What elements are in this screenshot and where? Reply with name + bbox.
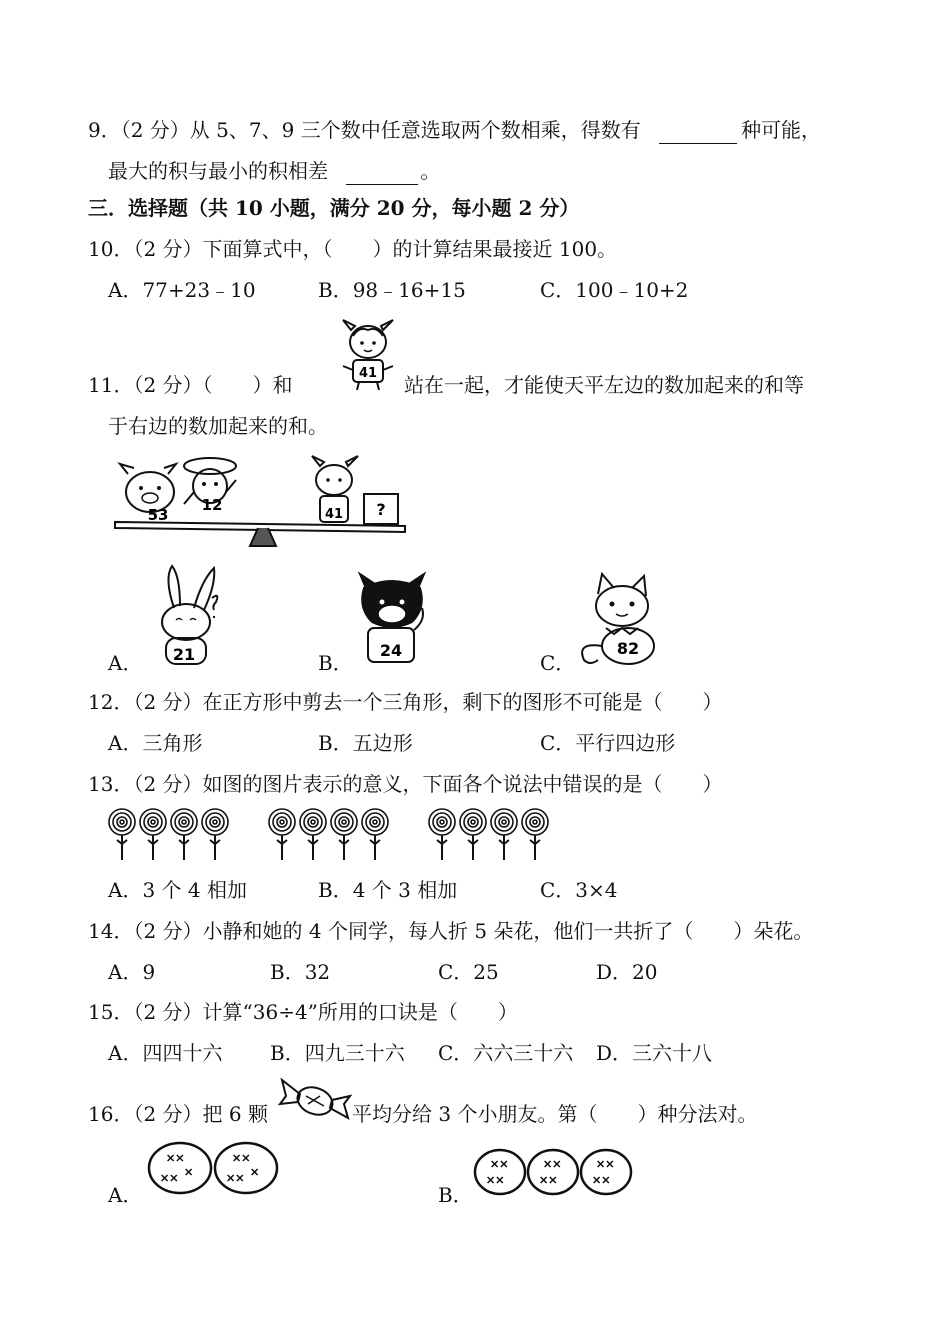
q10-option-c[interactable]: C．100﹣10+2	[540, 278, 689, 302]
q10-option-a[interactable]: A．77+23﹣10	[108, 278, 256, 302]
q9-text-d: 。	[420, 159, 441, 183]
q13-option-b[interactable]: B．4 个 3 相加	[318, 878, 458, 902]
svg-text:✕✕: ✕✕	[160, 1172, 179, 1185]
group-a-candies	[160, 1152, 259, 1185]
q11-option-c[interactable]: C．	[540, 651, 576, 675]
q16-stem-b: 平均分给 3 个小朋友。第（ ）种分法对。	[352, 1102, 758, 1126]
lollipop-icon	[171, 809, 197, 860]
q14-stem: 14．（2 分）小静和她的 4 个同学，每人折 5 朵花，他们一共折了（ ）朵花。	[88, 919, 814, 943]
svg-text:✕✕: ✕✕	[486, 1174, 505, 1187]
q11-stem-a: 11．（2 分）（ ）和	[88, 373, 293, 397]
goat-header-number: 41	[358, 366, 378, 381]
q9-text-b: 种可能，	[741, 118, 822, 142]
option-b-number: 24	[379, 641, 403, 660]
svg-text:✕✕: ✕✕	[232, 1152, 251, 1165]
lollipop-icon	[429, 809, 455, 860]
q15-option-b[interactable]: B．四九三十六	[270, 1041, 405, 1065]
group-b-candies	[486, 1158, 614, 1187]
q9-text-c: 最大的积与最小的积相差	[108, 159, 328, 183]
q16-option-b[interactable]: B．	[438, 1183, 473, 1207]
q9-blank-2[interactable]	[346, 158, 418, 185]
q14-option-d[interactable]: D．20	[596, 960, 658, 984]
lollipop-icon	[491, 809, 517, 860]
q12-option-a[interactable]: A．三角形	[108, 731, 203, 755]
chick-icon	[184, 458, 236, 514]
goat-on-scale-icon	[312, 456, 358, 522]
pig-icon	[120, 464, 176, 524]
q16-stem-a: 16．（2 分）把 6 颗	[88, 1102, 268, 1126]
q12-option-c[interactable]: C．平行四边形	[540, 731, 676, 755]
option-c-number: 82	[616, 639, 640, 658]
svg-text:✕: ✕	[250, 1166, 260, 1179]
q13-option-c[interactable]: C．3×4	[540, 878, 618, 902]
q15-option-a[interactable]: A．四四十六	[108, 1041, 223, 1065]
candy-split-b-picture[interactable]	[472, 1146, 634, 1198]
lollipop-icon	[331, 809, 357, 860]
q11-option-b[interactable]: B．	[318, 651, 353, 675]
scale-number-goat: 41	[324, 507, 344, 522]
scale-number-pig: 53	[147, 506, 169, 524]
q12-stem: 12．（2 分）在正方形中剪去一个三角形，剩下的图形不可能是（ ）	[88, 690, 723, 714]
goat-41-icon	[333, 316, 403, 392]
q9-line1	[88, 117, 821, 144]
svg-text:✕✕: ✕✕	[543, 1158, 562, 1171]
svg-text:✕✕: ✕✕	[592, 1174, 611, 1187]
q11-stem-b: 站在一起，才能使天平左边的数加起来的和等	[404, 373, 804, 397]
rabbit-21-icon[interactable]	[146, 564, 226, 668]
q13-stem: 13．（2 分）如图的图片表示的意义，下面各个说法中错误的是（ ）	[88, 772, 723, 796]
q14-option-a[interactable]: A．9	[108, 960, 156, 984]
q12-option-b[interactable]: B．五边形	[318, 731, 413, 755]
lollipop-icon	[140, 809, 166, 860]
q15-stem: 15．（2 分）计算“36÷4”所用的口诀是（ ）	[88, 1000, 518, 1024]
candy-split-a-picture[interactable]	[146, 1140, 280, 1196]
lollipop-groups-picture	[106, 806, 566, 866]
q16-option-a[interactable]: A．	[108, 1183, 143, 1207]
q9-text-a: 9．（2 分）从 5、7、9 三个数中任意选取两个数相乘，得数有	[88, 118, 641, 142]
candy-icon	[278, 1078, 352, 1124]
svg-text:✕✕: ✕✕	[166, 1152, 185, 1165]
lollipop-icon	[300, 809, 326, 860]
cat-82-icon[interactable]	[576, 572, 668, 668]
section-3-heading: 三．选择题（共 10 小题，满分 20 分，每小题 2 分）	[88, 196, 580, 220]
lollipop-icon	[109, 809, 135, 860]
option-a-number: 21	[172, 645, 196, 664]
q9-line2	[108, 158, 440, 185]
lollipop-icon	[269, 809, 295, 860]
q15-option-d[interactable]: D．三六十八	[596, 1041, 713, 1065]
lollipop-icon	[460, 809, 486, 860]
q11-option-a[interactable]: A．	[108, 651, 143, 675]
svg-text:✕: ✕	[184, 1166, 194, 1179]
scale-number-chick: 12	[201, 496, 223, 514]
q9-blank-1[interactable]	[659, 117, 737, 144]
svg-text:✕✕: ✕✕	[490, 1158, 509, 1171]
lollipop-icon	[202, 809, 228, 860]
q14-option-b[interactable]: B．32	[270, 960, 331, 984]
q10-option-b[interactable]: B．98﹣16+15	[318, 278, 466, 302]
svg-text:✕✕: ✕✕	[539, 1174, 558, 1187]
q10-stem: 10．（2 分）下面算式中，（ ）的计算结果最接近 100。	[88, 237, 618, 261]
scale-number-unknown: ?	[376, 500, 386, 519]
balance-scale-picture	[110, 452, 410, 550]
q13-option-a[interactable]: A．3 个 4 相加	[108, 878, 247, 902]
q15-option-c[interactable]: C．六六三十六	[438, 1041, 574, 1065]
svg-text:✕✕: ✕✕	[226, 1172, 245, 1185]
q14-option-c[interactable]: C．25	[438, 960, 499, 984]
lollipop-icon	[362, 809, 388, 860]
lollipop-icon	[522, 809, 548, 860]
cat-24-icon[interactable]	[350, 564, 434, 668]
svg-text:✕✕: ✕✕	[596, 1158, 615, 1171]
q11-stem-c: 于右边的数加起来的和。	[108, 414, 328, 438]
